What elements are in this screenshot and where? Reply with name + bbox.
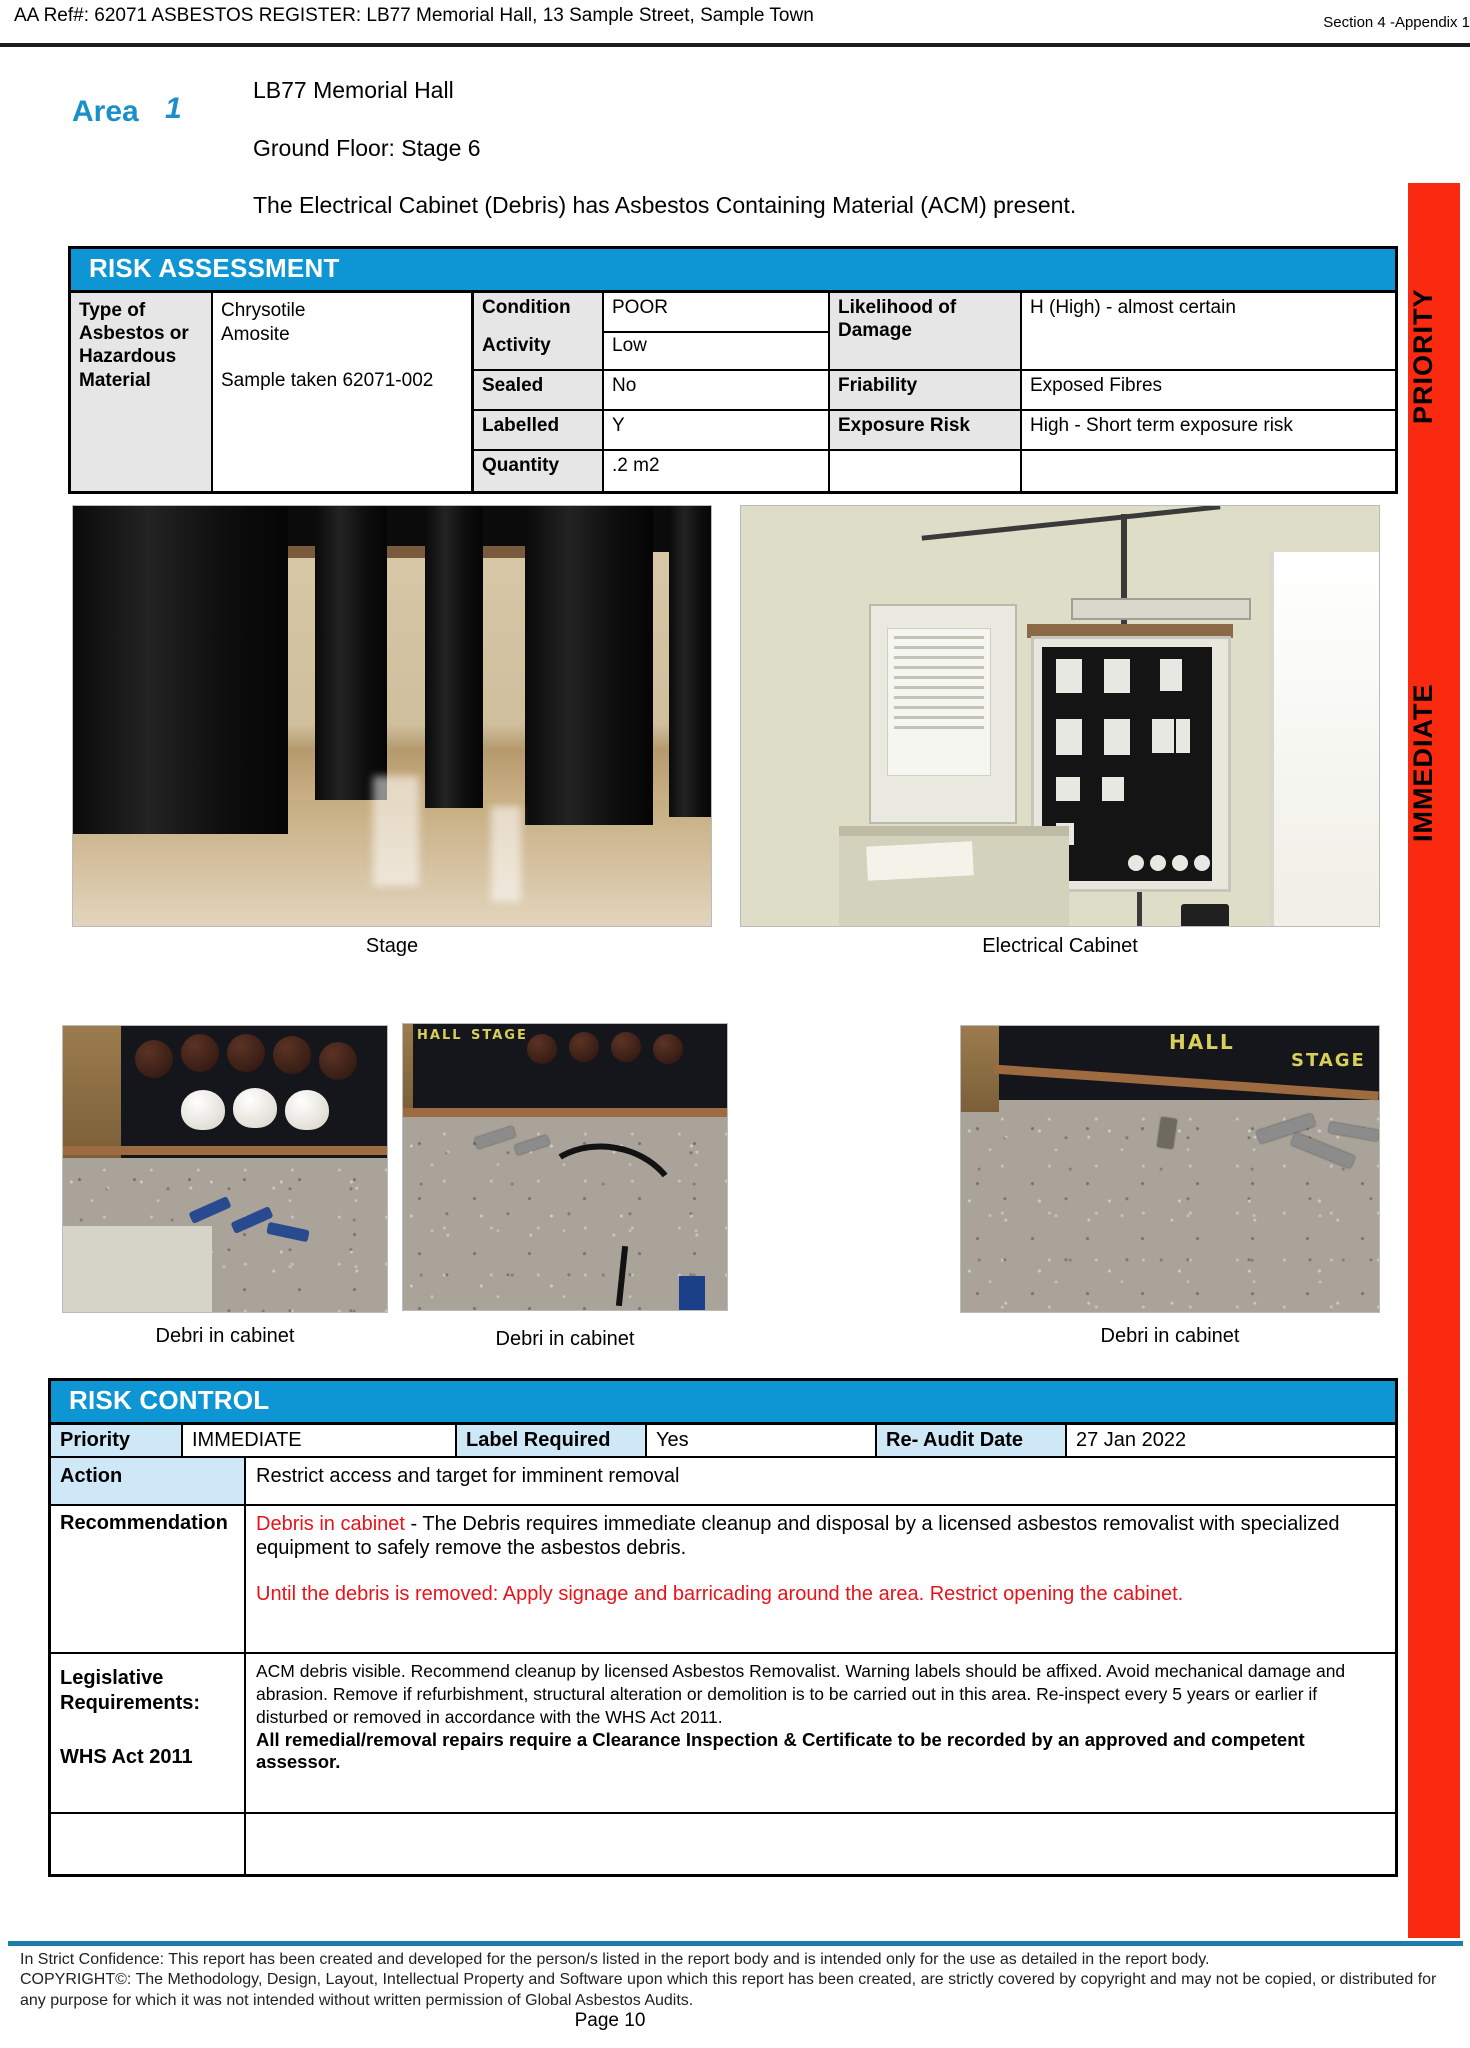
table-row	[474, 451, 1395, 491]
table-row	[51, 1652, 1395, 1812]
activity-value: Low	[604, 331, 830, 371]
sample-taken-value: Sample taken 62071-002	[221, 369, 434, 391]
photo-cabinet-document	[887, 628, 991, 776]
action-value: Restrict access and target for imminent removal	[256, 1465, 680, 1487]
legislative-requirements-value	[246, 1654, 1395, 1812]
photo-cabinet-open-door	[869, 604, 1017, 824]
photo-debris-1-porcelain-fuse	[181, 1090, 225, 1130]
photo-debris-2-socket	[569, 1032, 599, 1062]
priority-sidebar-immediate-text: IMMEDIATE	[1408, 683, 1438, 843]
exposure-risk-label: Exposure Risk	[830, 411, 1022, 451]
photo-debris-1-timber	[63, 1026, 121, 1158]
legislative-requirements-text: Legislative Requirements:	[60, 1667, 201, 1714]
recommendation-red-lead: Debris in cabinet	[256, 1513, 405, 1535]
area-number: 1	[165, 92, 182, 125]
condition-value: POOR	[604, 293, 830, 333]
photo-electrical-cabinet	[740, 505, 1380, 927]
risk-control-table	[48, 1378, 1398, 1877]
legislative-bold-text: All remedial/removal repairs require a Clearance Inspection & Certificate to be recorded by an approved and competent assessor.	[256, 1729, 1305, 1773]
photo-debris-1-caption: Debri in cabinet	[155, 1325, 295, 1347]
friability-label: Friability	[830, 371, 1022, 411]
asbestos-type-value	[213, 293, 471, 491]
photo-debris-3-caption: Debri in cabinet	[1100, 1325, 1240, 1347]
likelihood-of-damage-value: H (High) - almost certain	[1022, 293, 1395, 371]
photo-stage-light	[491, 806, 521, 902]
risk-assessment-table	[68, 246, 1398, 494]
table-row-empty	[51, 1812, 1395, 1874]
photo-cabinet-socket	[1181, 904, 1229, 927]
recommendation-value	[246, 1506, 1395, 1652]
empty-label-cell	[830, 451, 1022, 491]
photo-stage-curtain	[425, 506, 483, 808]
photo-debris-1-porcelain-fuse	[285, 1090, 329, 1130]
photo-stage-curtain	[73, 506, 288, 834]
table-row	[51, 1425, 1395, 1456]
area-statement: The Electrical Cabinet (Debris) has Asbestos Containing Material (ACM) present.	[253, 192, 1077, 218]
friability-value: Exposed Fibres	[1022, 371, 1395, 411]
area-building-name: LB77 Memorial Hall	[253, 77, 454, 103]
photo-electrical-cabinet-caption: Electrical Cabinet	[982, 935, 1138, 957]
footer-copyright-text: COPYRIGHT©: The Methodology, Design, Layout, Intellectual Property and Software upon which this report has been created, are strictly covered by copyright and may not be copied, or distributed for any purpose for which it was not intended without written permission of Global Asbestos Audits.	[20, 1971, 1437, 2009]
asbestos-type-line-2: Amosite	[221, 323, 290, 345]
table-row	[474, 371, 1395, 411]
photo-cabinet-wire	[1137, 892, 1142, 927]
photo-debris-2-socket	[527, 1034, 557, 1064]
photo-debris-2	[402, 1023, 728, 1311]
table-row	[474, 411, 1395, 451]
re-audit-date-label: Re- Audit Date	[877, 1425, 1067, 1456]
photo-debris-1-socket	[181, 1034, 219, 1072]
risk-control-title: RISK CONTROL	[51, 1381, 1395, 1425]
area-location: Ground Floor: Stage 6	[253, 135, 481, 161]
photo-debris-1-socket	[273, 1036, 311, 1074]
photo-debris-2-caption: Debri in cabinet	[495, 1328, 635, 1350]
photo-debris-2-object	[679, 1276, 705, 1311]
photo-stage-curtain	[669, 506, 712, 817]
label-required-value: Yes	[647, 1425, 877, 1456]
header-divider	[0, 43, 1470, 47]
exposure-risk-value: High - Short term exposure risk	[1022, 411, 1395, 451]
photo-debris-3-hall-text: HALL	[1169, 1030, 1235, 1054]
re-audit-date-value: 27 Jan 2022	[1076, 1429, 1187, 1451]
photo-debris-2-stage-text: STAGE	[471, 1028, 528, 1043]
recommendation-rest: - The Debris requires immediate cleanup and disposal by a licensed asbestos removalist with specialized equipment to safely remove the asbestos debris.	[256, 1513, 1340, 1559]
labelled-label: Labelled	[474, 411, 604, 451]
area-label: Area	[72, 95, 139, 128]
photo-debris-2-timber	[403, 1024, 413, 1110]
photo-debris-2-socket	[611, 1032, 641, 1062]
action-label: Action	[51, 1458, 246, 1504]
photo-stage-caption: Stage	[365, 935, 419, 957]
label-required-label: Label Required	[457, 1425, 647, 1456]
quantity-value: .2 m2	[604, 451, 830, 491]
condition-label: Condition	[474, 293, 604, 333]
priority-value: IMMEDIATE	[183, 1425, 457, 1456]
photo-debris-3-stage-text: STAGE	[1291, 1050, 1366, 1071]
photo-stage-curtain	[315, 506, 387, 800]
legislative-body-text: ACM debris visible. Recommend cleanup by licensed Asbestos Removalist. Warning labels should be affixed. Avoid mechanical damage and abrasion. Remove if refurbishment, structural alteration or demolition is to be carried out in this area. Re-inspect every 5 years or earlier if disturbed or removed in accordance with the WHS Act 2011.	[256, 1661, 1346, 1728]
asbestos-type-label: Type of Asbestos or Hazardous Material	[71, 293, 213, 491]
labelled-value: Y	[604, 411, 830, 451]
section-appendix-label: Section 4 -Appendix 1	[1323, 14, 1470, 31]
footer-divider	[8, 1941, 1463, 1946]
sealed-value: No	[604, 371, 830, 411]
page-header	[0, 0, 1470, 40]
photo-debris-3	[960, 1025, 1380, 1313]
risk-assessment-title: RISK ASSESSMENT	[71, 249, 1395, 293]
recommendation-paragraph-2: Until the debris is removed: Apply signage and barricading around the area. Restrict opening the cabinet.	[256, 1583, 1184, 1605]
photo-debris-1-cabinet-front	[63, 1226, 212, 1312]
recommendation-label: Recommendation	[51, 1506, 246, 1652]
photo-cabinet-powerboard	[1071, 598, 1251, 620]
sealed-label: Sealed	[474, 371, 604, 411]
photo-stage-light	[373, 776, 419, 886]
priority-label: Priority	[51, 1425, 183, 1456]
whs-act-text: WHS Act 2011	[60, 1746, 193, 1768]
priority-sidebar	[1408, 183, 1460, 1938]
footer-confidence-text: In Strict Confidence: This report has been created and developed for the person/s listed in the report body and is intended only for the use as detailed in the report body.	[20, 1951, 1210, 1968]
empty-value-cell	[1022, 451, 1395, 491]
photo-stage-curtain	[525, 506, 653, 825]
page-number: Page 10	[574, 2010, 646, 2031]
footer	[20, 1950, 1450, 2011]
photo-debris-1-socket	[319, 1042, 357, 1080]
photo-debris-1-socket	[135, 1040, 173, 1078]
report-reference-text: AA Ref#: 62071 ASBESTOS REGISTER: LB77 Memorial Hall, 13 Sample Street, Sample Town	[14, 5, 814, 26]
asbestos-type-line-1: Chrysotile	[221, 300, 306, 321]
table-row	[51, 1456, 1395, 1504]
photo-debris-2-hall-text: HALL	[417, 1028, 463, 1043]
photo-stage	[72, 505, 712, 927]
likelihood-of-damage-label: Likelihood of Damage	[830, 293, 1022, 371]
photo-debris-2-socket	[653, 1034, 683, 1064]
photo-debris-1-socket	[227, 1034, 265, 1072]
photo-cabinet-papers	[866, 841, 974, 881]
quantity-label: Quantity	[474, 451, 604, 491]
legislative-requirements-label	[51, 1654, 246, 1812]
table-row	[51, 1504, 1395, 1652]
priority-sidebar-priority-text: PRIORITY	[1408, 288, 1438, 424]
photo-debris-1-porcelain-fuse	[233, 1088, 277, 1128]
photo-debris-1	[62, 1025, 388, 1313]
asbestos-type-section	[71, 293, 471, 491]
recommendation-paragraph-1	[256, 1512, 1385, 1560]
activity-label: Activity	[474, 331, 604, 371]
photo-cabinet-doorway	[1269, 552, 1380, 927]
